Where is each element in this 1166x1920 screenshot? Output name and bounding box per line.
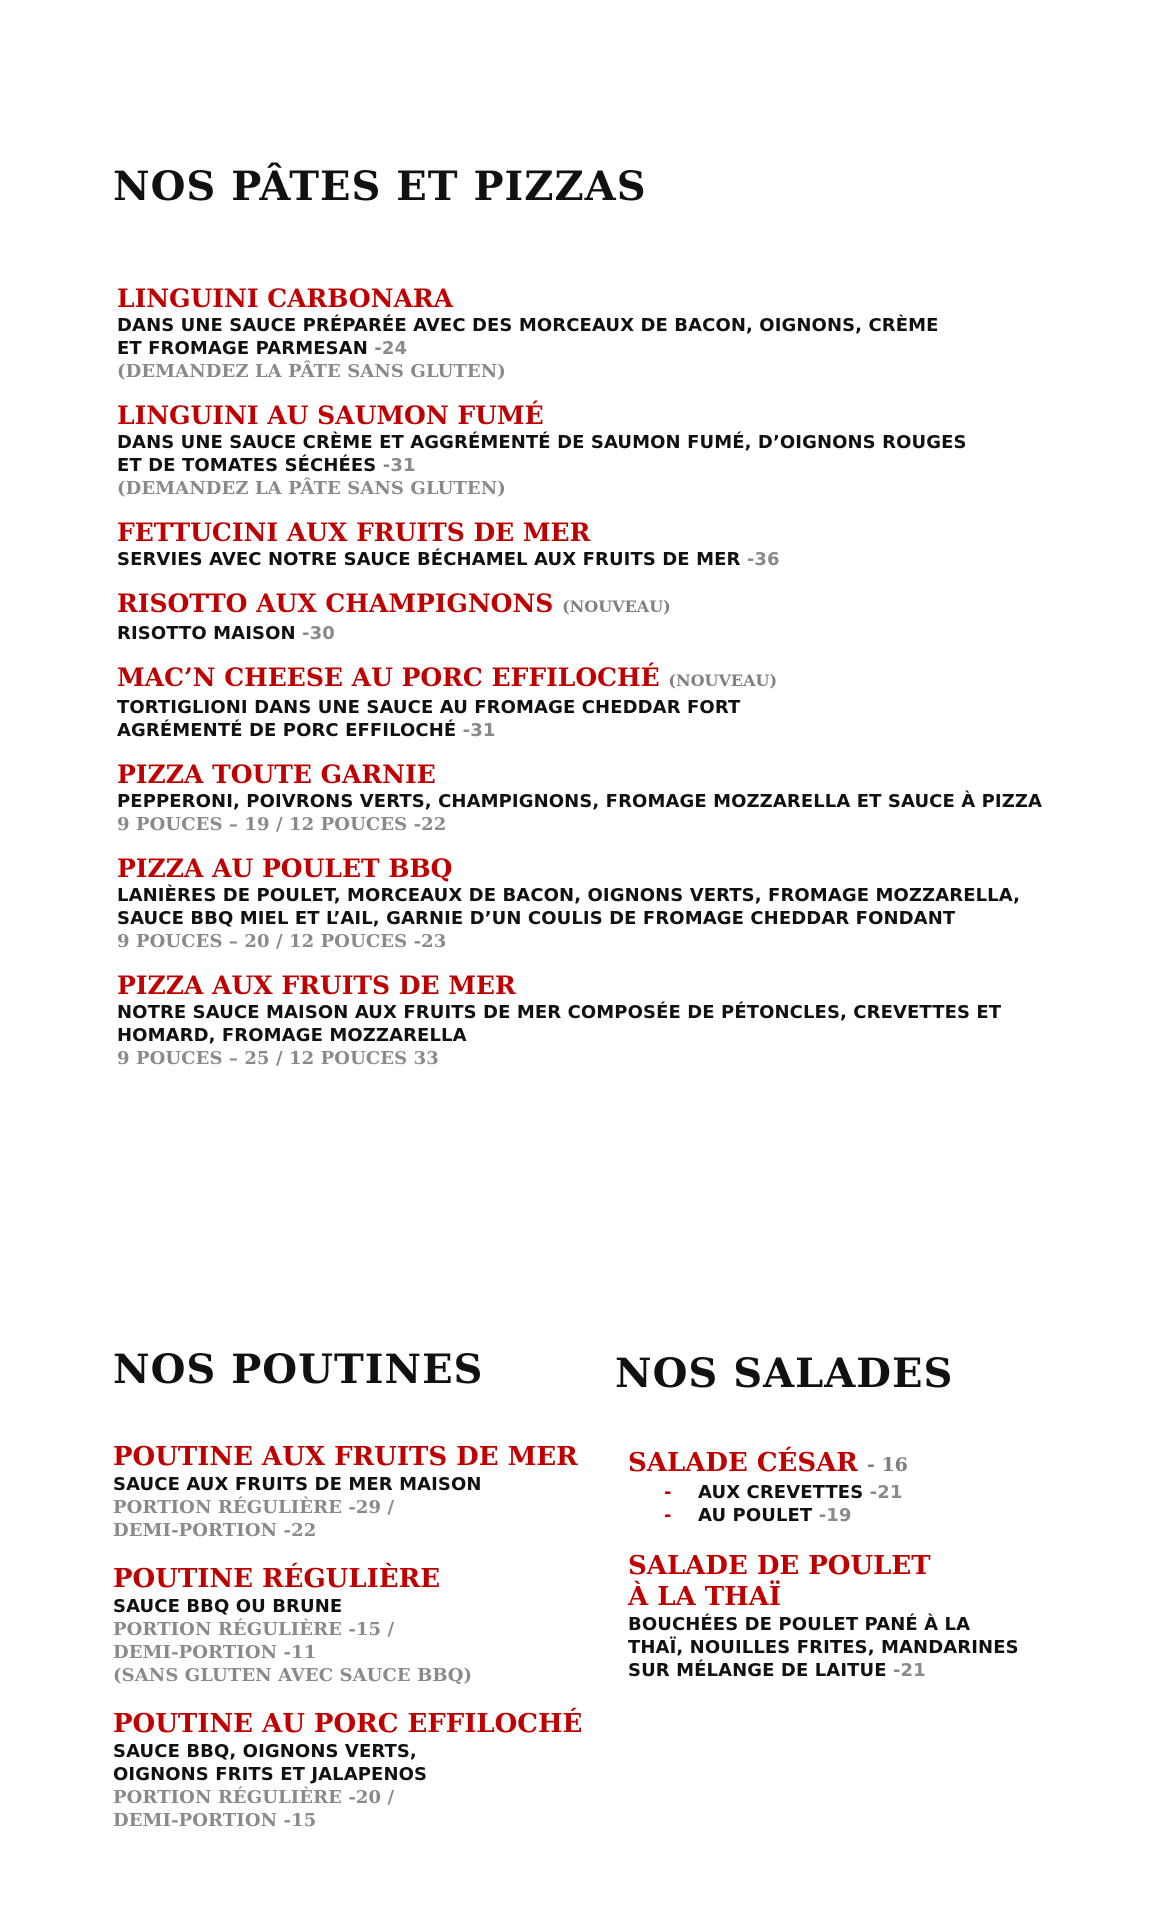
menu-item-name-text: RISOTTO AUX CHAMPIGNONS	[117, 589, 554, 618]
menu-item-desc	[117, 314, 1097, 337]
menu-item-extra: PORTION RÉGULIÈRE -29 /	[113, 1497, 395, 1518]
section-title-pates: NOS PÂTES ET PIZZAS	[113, 163, 647, 210]
menu-item-extra: DEMI-PORTION -11	[113, 1642, 317, 1663]
menu-item-price: -21	[892, 1660, 926, 1681]
menu-item	[117, 760, 1097, 836]
menu-item-desc	[117, 696, 1097, 719]
menu-item-desc-text: SUR MÉLANGE DE LAITUE	[628, 1660, 887, 1681]
menu-item-name	[117, 518, 1097, 548]
menu-item-desc	[117, 1001, 1097, 1024]
menu-item-desc-text: TORTIGLIONI DANS UNE SAUCE AU FROMAGE CHEDDAR FORT	[117, 697, 741, 718]
menu-item-name	[117, 284, 1097, 314]
menu-item-desc	[117, 431, 1097, 454]
menu-item-extra: PORTION RÉGULIÈRE -15 /	[113, 1619, 395, 1640]
menu-item	[117, 284, 1097, 383]
menu-item-extra: (SANS GLUTEN AVEC SAUCE BBQ)	[113, 1665, 473, 1686]
menu-item-price: -36	[746, 549, 780, 570]
menu-item	[117, 518, 1097, 571]
menu-item-name-text: SALADE CÉSAR	[628, 1448, 858, 1478]
pates-list	[117, 284, 1097, 1070]
menu-item-name-text: MAC’N CHEESE AU PORC EFFILOCHÉ	[117, 663, 660, 692]
menu-item-salade-poulet-thai	[628, 1551, 1108, 1682]
menu-item-extra: DEMI-PORTION -15	[113, 1810, 317, 1831]
menu-item	[117, 401, 1097, 500]
poutines-list	[113, 1442, 583, 1832]
menu-item-desc	[117, 884, 1097, 907]
menu-item-desc	[117, 548, 1097, 571]
menu-item-name	[113, 1709, 583, 1740]
variant-item	[664, 1504, 1108, 1527]
menu-item-desc: BOUCHÉES DE POULET PANÉ À LA	[628, 1614, 971, 1635]
menu-item-name	[117, 401, 1097, 431]
menu-item-desc-text: DANS UNE SAUCE PRÉPARÉE AVEC DES MORCEAUX DE BACON, OIGNONS, CRÈME	[117, 315, 939, 336]
new-badge: (NOUVEAU)	[562, 597, 671, 616]
menu-item-desc-text: OIGNONS FRITS ET JALAPENOS	[113, 1764, 428, 1785]
menu-item-name	[628, 1448, 1108, 1481]
menu-item-extra: 9 POUCES – 20 / 12 POUCES -23	[117, 931, 447, 952]
variant-label: AUX CREVETTES	[698, 1482, 864, 1503]
bullet-dash: -	[664, 1505, 672, 1526]
new-badge: (NOUVEAU)	[668, 671, 778, 690]
bullet-dash: -	[664, 1482, 672, 1503]
menu-item	[117, 854, 1097, 953]
menu-item-name-text: POUTINE AUX FRUITS DE MER	[113, 1442, 578, 1472]
menu-item-desc-text: SERVIES AVEC NOTRE SAUCE BÉCHAMEL AUX FRUITS DE MER	[117, 549, 741, 570]
section-title-salades: NOS SALADES	[615, 1350, 954, 1397]
menu-item-desc-text: ET FROMAGE PARMESAN	[117, 338, 368, 359]
menu-item-desc-text: LANIÈRES DE POULET, MORCEAUX DE BACON, OIGNONS VERTS, FROMAGE MOZZARELLA,	[117, 885, 1021, 906]
menu-item-extra: 9 POUCES – 19 / 12 POUCES -22	[117, 814, 447, 835]
salades-list	[628, 1448, 1108, 1682]
menu-item	[117, 971, 1097, 1070]
variant-price: -19	[818, 1505, 852, 1526]
menu-item-price: -31	[382, 455, 416, 476]
menu-item-desc-text: PEPPERONI, POIVRONS VERTS, CHAMPIGNONS, FROMAGE MOZZARELLA ET SAUCE À PIZZA	[117, 791, 1043, 812]
menu-item-name-text: FETTUCINI AUX FRUITS DE MER	[117, 518, 591, 547]
menu-item-extra: DEMI-PORTION -22	[113, 1520, 317, 1541]
menu-item-desc	[117, 719, 1097, 742]
menu-item-desc	[113, 1595, 583, 1618]
menu-item-desc	[117, 1024, 1097, 1047]
menu-item-desc-text: DANS UNE SAUCE CRÈME ET AGGRÉMENTÉ DE SAUMON FUMÉ, D’OIGNONS ROUGES	[117, 432, 967, 453]
menu-item-name	[117, 663, 1097, 696]
menu-item-name	[117, 760, 1097, 790]
menu-item-desc	[113, 1740, 583, 1763]
menu-item-desc-text: SAUCE BBQ, OIGNONS VERTS,	[113, 1741, 417, 1762]
menu-item-desc	[117, 790, 1097, 813]
menu-item-extra: (DEMANDEZ LA PÂTE SANS GLUTEN)	[117, 361, 506, 382]
menu-item	[117, 663, 1097, 742]
menu-item-desc	[117, 337, 1097, 360]
variant-list	[628, 1481, 1108, 1527]
menu-item-desc	[117, 907, 1097, 930]
menu-item-name: À LA THAÏ	[628, 1582, 781, 1612]
menu-item-price: -31	[462, 720, 496, 741]
menu-item-desc-text: SAUCE BBQ OU BRUNE	[113, 1596, 343, 1617]
menu-item-extra: (DEMANDEZ LA PÂTE SANS GLUTEN)	[117, 478, 506, 499]
menu-item-name	[117, 854, 1097, 884]
variant-price: -21	[869, 1482, 903, 1503]
menu-item-name-text: POUTINE RÉGULIÈRE	[113, 1564, 441, 1594]
menu-item-name-text: PIZZA TOUTE GARNIE	[117, 760, 436, 789]
menu-item-name-text: POUTINE AU PORC EFFILOCHÉ	[113, 1709, 583, 1739]
menu-item-desc	[117, 454, 1097, 477]
menu-item-desc-text: RISOTTO MAISON	[117, 623, 296, 644]
menu-item-desc	[113, 1473, 583, 1496]
menu-item-desc	[113, 1763, 583, 1786]
menu-item-desc	[117, 622, 1097, 645]
menu-item-desc-text: HOMARD, FROMAGE MOZZARELLA	[117, 1025, 467, 1046]
menu-item-name-text: PIZZA AUX FRUITS DE MER	[117, 971, 516, 1000]
menu-item-name: SALADE DE POULET	[628, 1551, 931, 1581]
menu-item-name	[117, 589, 1097, 622]
variant-item	[664, 1481, 1108, 1504]
menu-item	[113, 1442, 583, 1542]
menu-item-desc-text: ET DE TOMATES SÉCHÉES	[117, 455, 377, 476]
menu-item	[117, 589, 1097, 645]
menu-item-name	[117, 971, 1097, 1001]
menu-item-price: -30	[302, 623, 335, 644]
menu-item-name-text: PIZZA AU POULET BBQ	[117, 854, 453, 883]
menu-item-extra: PORTION RÉGULIÈRE -20 /	[113, 1787, 395, 1808]
menu-item	[113, 1564, 583, 1687]
menu-item-desc-text: SAUCE AUX FRUITS DE MER MAISON	[113, 1474, 482, 1495]
menu-item-salade-cesar	[628, 1448, 1108, 1527]
menu-item-desc-text: NOTRE SAUCE MAISON AUX FRUITS DE MER COMPOSÉE DE PÉTONCLES, CREVETTES ET	[117, 1002, 1002, 1023]
menu-item-desc: THAÏ, NOUILLES FRITES, MANDARINES	[628, 1637, 1019, 1658]
menu-item-name-text: LINGUINI AU SAUMON FUMÉ	[117, 401, 544, 430]
menu-item-name-text: LINGUINI CARBONARA	[117, 284, 454, 313]
menu-item-name	[113, 1564, 583, 1595]
menu-item-desc	[628, 1659, 1108, 1682]
menu-item-desc-text: AGRÉMENTÉ DE PORC EFFILOCHÉ	[117, 720, 457, 741]
menu-item-desc-text: SAUCE BBQ MIEL ET L’AIL, GARNIE D’UN COULIS DE FROMAGE CHEDDAR FONDANT	[117, 908, 956, 929]
menu-item-name	[113, 1442, 583, 1473]
menu-item-price: -24	[374, 338, 408, 359]
menu-item-extra: 9 POUCES – 25 / 12 POUCES 33	[117, 1048, 439, 1069]
menu-item	[113, 1709, 583, 1832]
variant-label: AU POULET	[698, 1505, 813, 1526]
section-title-poutines: NOS POUTINES	[113, 1346, 484, 1393]
menu-item-price: - 16	[866, 1454, 908, 1476]
